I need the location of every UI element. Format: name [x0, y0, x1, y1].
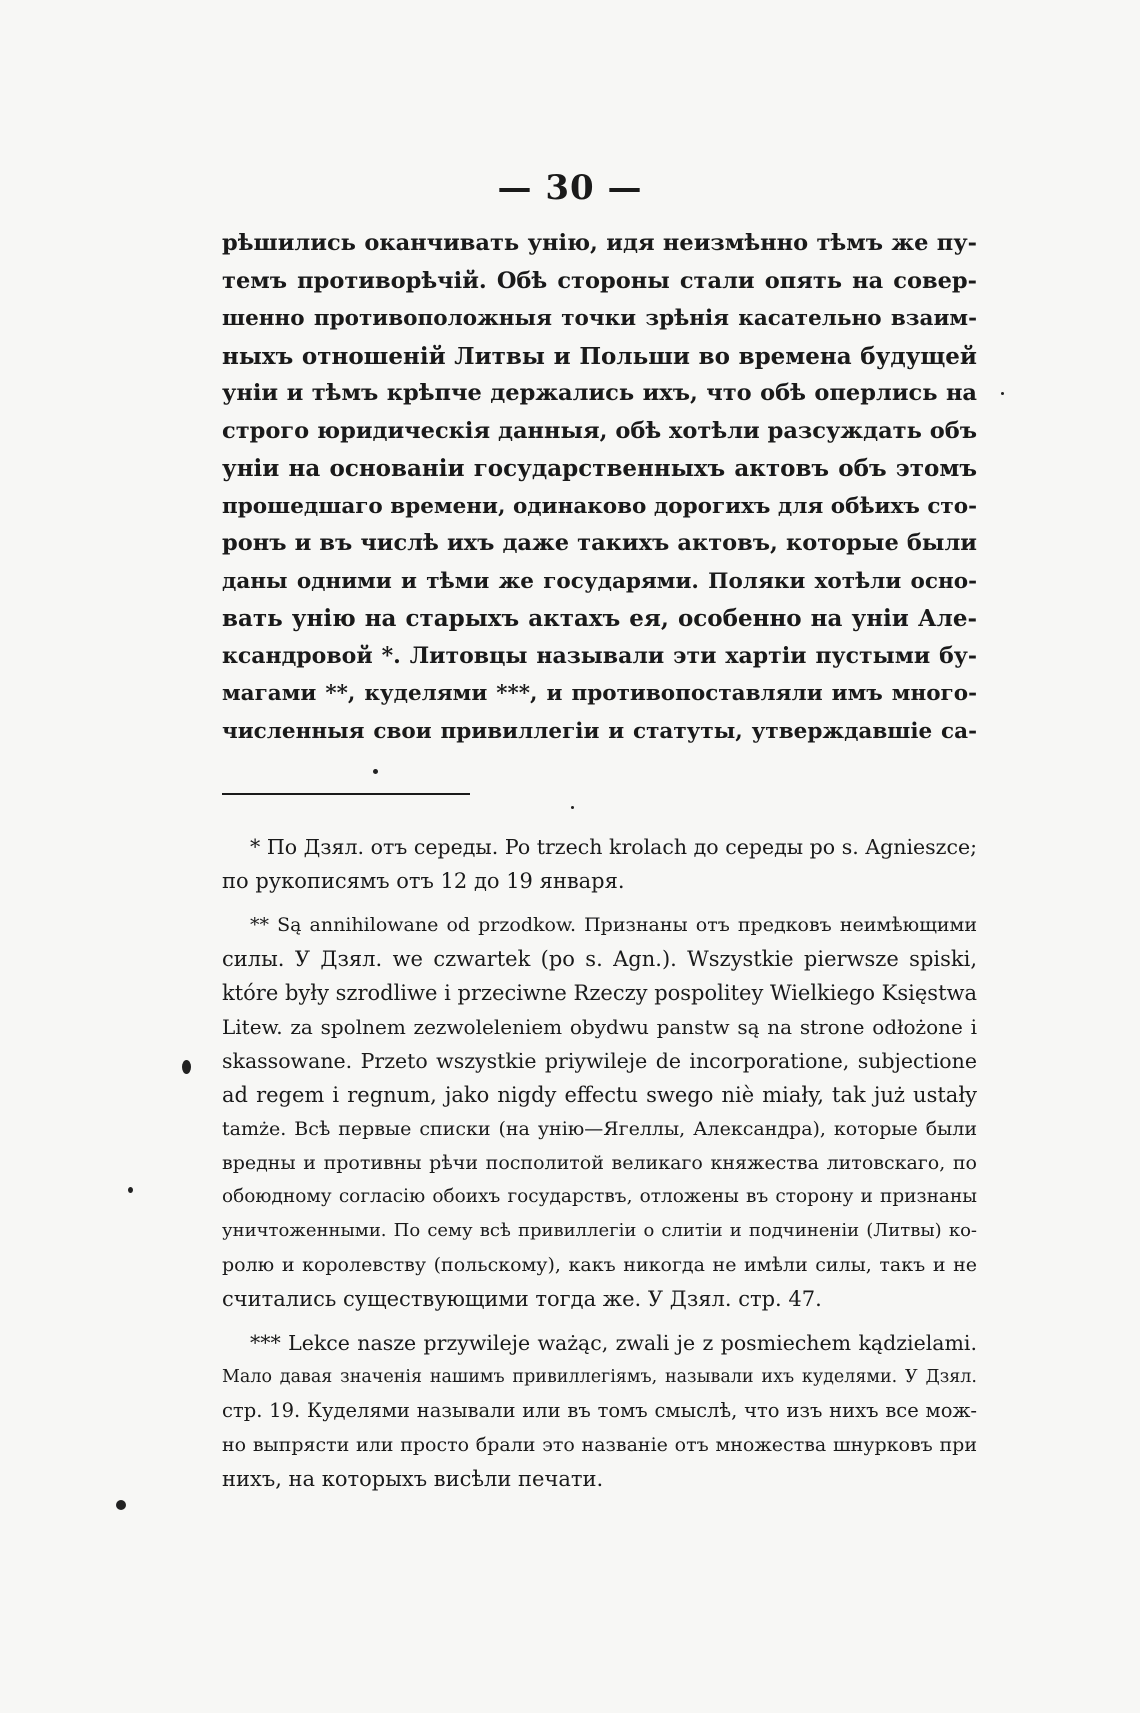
main-text-block [222, 225, 977, 750]
scan-speck [128, 1187, 133, 1193]
text-line: магами **, куделями ***, и противопоставляли имъ много- [222, 681, 977, 706]
text-line: даны одними и тѣми же государями. Поляки хотѣли осно- [222, 568, 977, 594]
scan-speck [182, 1060, 191, 1074]
footnote-2-line: tamże. Всѣ первые списки (на унію—Ягеллы, Александра), которые были [222, 1118, 977, 1140]
footnote-2-line: уничтоженными. По сему всѣ привиллегіи о слитіи и подчиненіи (Литвы) ко- [222, 1220, 977, 1241]
page-number: — 30 — [497, 168, 643, 208]
footnote-2-line: вредны и противны рѣчи посполитой великаго княжества литовскаго, по [222, 1152, 977, 1174]
text-line: ксандровой *. Литовцы называли эти хартіи пустыми бу- [222, 642, 977, 669]
footnote-3-line: Мало давая значенія нашимъ привиллегіямъ, называли ихъ куделями. У Дзял. [222, 1367, 977, 1387]
text-line: численныя свои привиллегіи и статуты, утверждавшіе са- [222, 718, 977, 744]
footnote-1-line: * По Дзял. отъ середы. Po trzech krolach до середы po s. Agnieszce; [250, 835, 977, 859]
footnote-3-line: *** Lekce nasze przywileje ważąc, zwali je z posmiechem kądzielami. [250, 1331, 977, 1355]
footnote-3-line: нихъ, на которыхъ висѣли печати. [222, 1467, 604, 1491]
footnote-2-line: które były szrodliwe i przeciwne Rzeczy pospolitey Wielkiego Księstwa [222, 981, 978, 1005]
text-line: ныхъ отношеній Литвы и Польши во времена будущей [222, 342, 977, 370]
text-line: вать унію на старыхъ актахъ ея, особенно на уніи Але- [222, 605, 977, 632]
footnote-1-line: по рукописямъ отъ 12 до 19 января. [222, 869, 625, 893]
footnote-2-line: считались существующими тогда же. У Дзял. стр. 47. [222, 1287, 822, 1311]
footnote-2-line: ** Są annihilowane od przodkow. Признаны отъ предковъ неимѣющими [250, 914, 977, 936]
scan-speck [571, 806, 574, 809]
footnotes-block [222, 830, 977, 1496]
footnote-2-line: Litew. za spolnem zezwoleleniem obydwu panstw są na strone odłożone i [222, 1015, 977, 1039]
text-line: ронъ и въ числѣ ихъ даже такихъ актовъ, которые были [222, 530, 977, 556]
footnote-2-line: skassowane. Przeto wszystkie priywileje de incorporatione, subjectione [222, 1049, 977, 1073]
footnote-3-line: но выпрясти или просто брали это названіе отъ множества шнурковъ при [222, 1434, 977, 1456]
text-line: темъ противорѣчій. Обѣ стороны стали опять на совер- [222, 267, 977, 294]
footnote-2-line: силы. У Дзял. we czwartek (po s. Agn.). Wszystkie pierwsze spiski, [222, 947, 977, 971]
footnote-3-line: стр. 19. Куделями называли или въ томъ смыслѣ, что изъ нихъ все мож- [222, 1399, 977, 1422]
footnote-2-line: ad regem i regnum, jako nigdy effectu swego niè miały, tak już ustały [222, 1083, 977, 1107]
scan-speck [1001, 392, 1004, 395]
footnote-2-line: обоюдному согласію обоихъ государствъ, отложены въ сторону и признаны [222, 1186, 977, 1207]
text-line: шенно противоположныя точки зрѣнія касательно взаим- [222, 306, 977, 331]
text-line: строго юридическія данныя, обѣ хотѣли разсуждать объ [222, 417, 977, 444]
text-line: уніи на основаніи государственныхъ актовъ объ этомъ [222, 455, 977, 482]
footnote-2-line: ролю и королевству (польскому), какъ никогда не имѣли силы, такъ и не [222, 1254, 977, 1276]
text-line: уніи и тѣмъ крѣпче держались ихъ, что обѣ оперлись на [222, 380, 977, 406]
text-line: прошедшаго времени, одинаково дорогихъ для обѣихъ сто- [222, 493, 977, 519]
scan-speck [373, 769, 378, 774]
text-line: рѣшились оканчивать унію, идя неизмѣнно тѣмъ же пу- [222, 230, 977, 256]
scan-speck [116, 1500, 126, 1510]
footnote-separator-rule [222, 793, 470, 795]
